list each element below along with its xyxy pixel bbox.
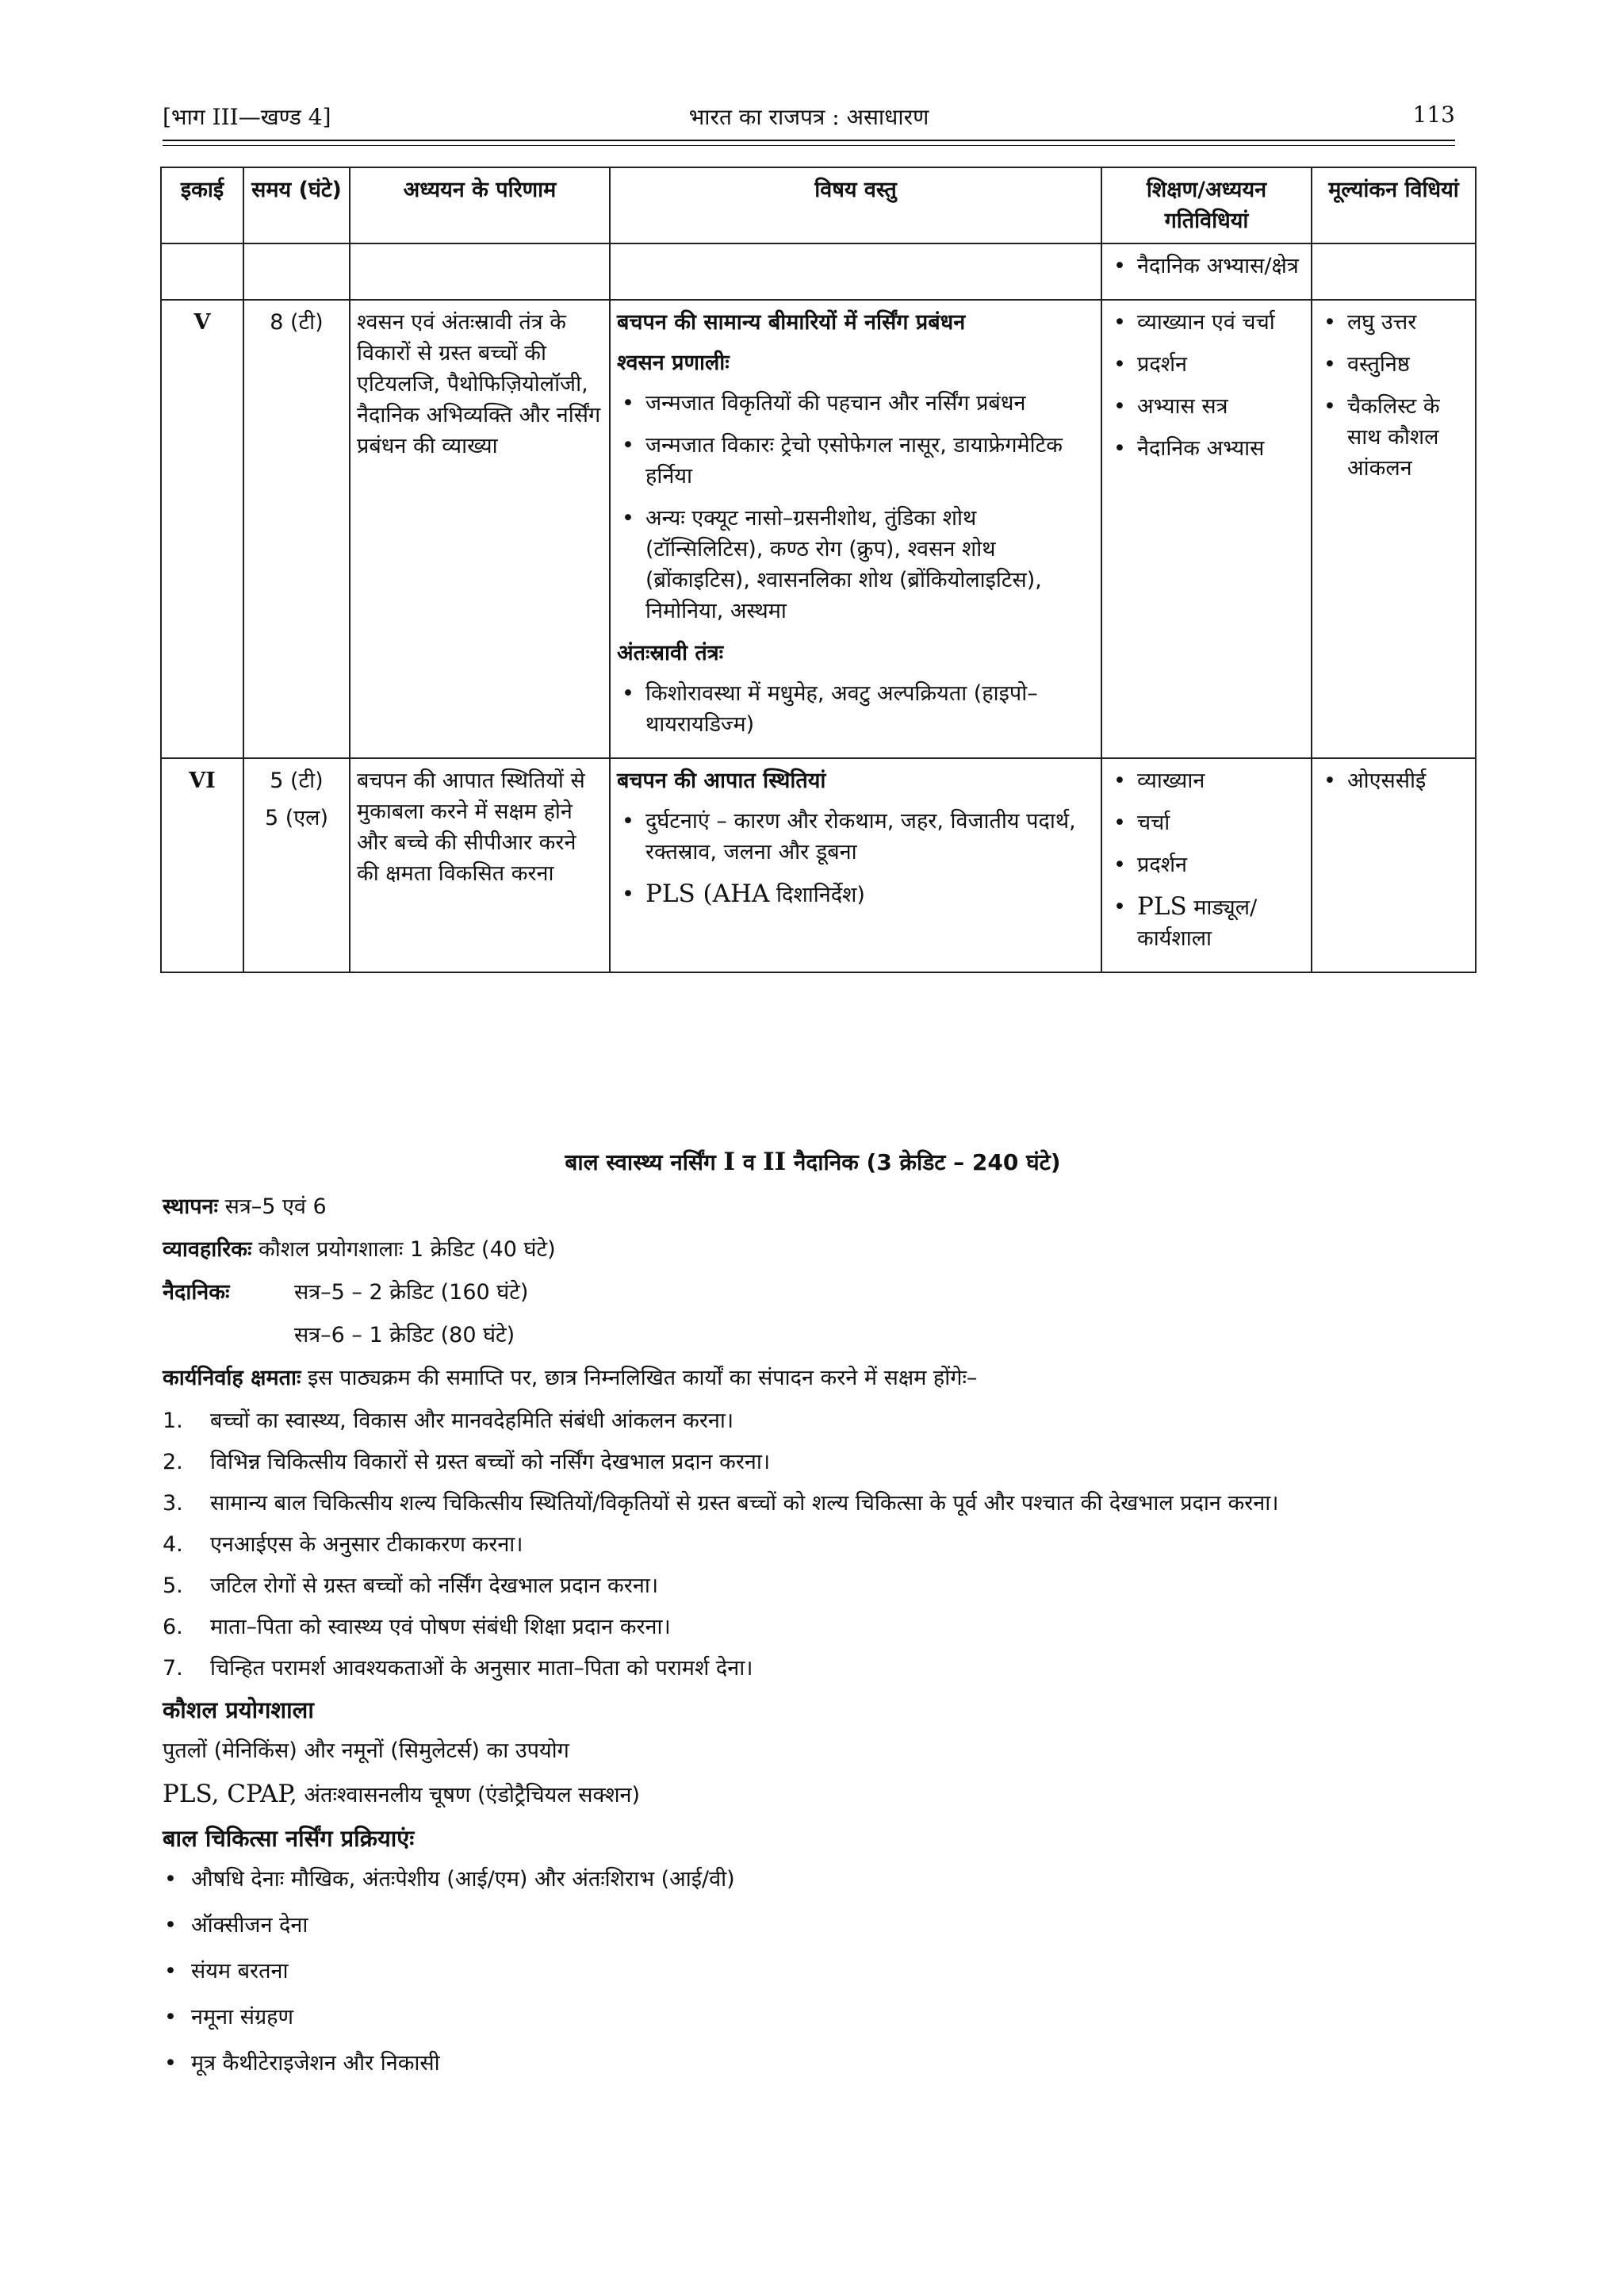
activity-item: • चर्चा [1109,807,1304,838]
clinical-semester-6: सत्र–6 – 1 क्रेडिट (80 घंटे) [294,1323,515,1347]
activity-item: • नैदानिक अभ्यास/क्षेत्र [1109,251,1304,282]
evaluation-item: • वस्तुनिष्ठ [1319,349,1469,380]
list-item: • मूत्र कैथीटेराइजेशन और निकासी [163,2048,1463,2079]
table-row-unit-6 [161,758,1476,972]
competency-line: कार्यनिर्वाह क्षमताः इस पाठ्यक्रम की समाप्ति पर, छात्र निम्नलिखित कार्यों का संपादन करने में सक्षम होंगेः– [163,1366,978,1390]
table-row-unit-5 [161,300,1476,758]
learning-outcome: श्वसन एवं अंतःस्रावी तंत्र के विकारों से ग्रस्त बच्चों की एटियलजि, पैथोफिज़ियोलॉजी, नैदानिक अभिव्यक्ति और नर्सिंग प्रबंधन की व्याख्या [350,300,610,758]
list-item: • संयम बरतना [163,1956,1463,1987]
header-rule-thick [163,140,1455,141]
content-item: • जन्मजात विकारः ट्रेचो एसोफेगल नासूर, डायाफ्रेगमेटिक हर्निया [617,430,1094,492]
activities-cell [1101,300,1312,758]
evaluation-item: • ओएससीई [1319,765,1469,796]
clinical-semester-5: सत्र–5 – 2 क्रेडिट (160 घंटे) [294,1280,529,1305]
col-activities: शिक्षण/अध्ययन गतिविधियां [1101,167,1312,243]
activity-item: • नैदानिक अभ्यास [1109,433,1304,464]
content-subtitle: श्वसन प्रणालीः [617,351,730,375]
skill-lab-heading: कौशल प्रयोगशाला [163,1696,314,1723]
unit-number: V [161,300,243,758]
header-part-section: [भाग III—खण्ड 4] [163,104,331,130]
evaluation-cell [1312,300,1476,758]
evaluation-cell [1312,758,1476,972]
list-item: 3. सामान्य बाल चिकित्सीय शल्य चिकित्सीय स्थितियों/विकृतियों से ग्रस्त बच्चों को शल्य चिकित्सा के पूर्व और पश्चात की देखभाल प्रदान करना। [163,1491,1279,1516]
pls-latin: PLS (AHA [645,880,770,908]
content-item: • अन्यः एक्यूट नासो–ग्रसनीशोथ, तुंडिका शोथ (टॉन्सिलिटिस), कण्ठ रोग (क्रुप), श्वसन शोथ (ब्रोंकाइटिस), श्वासनलिका शोथ (ब्रोंकियोलाइटिस), निमोनिया, अस्थमा [617,503,1094,627]
competency-list [163,1405,1463,1685]
activity-item [1109,891,1304,954]
time-theory: 5 (टी) [270,769,324,793]
section-title: बाल स्वास्थ्य नर्सिंग I व II नैदानिक (3 क्रेडिट – 240 घंटे) [565,1148,1061,1176]
learning-outcome: बचपन की आपात स्थितियों से मुकाबला करने में सक्षम होने और बच्चे की सीपीआर करने की क्षमता विकसित करना [350,758,610,972]
content-cell [610,300,1101,758]
list-item: 1. बच्चों का स्वास्थ्य, विकास और मानवदेहमिति संबंधी आंकलन करना। [163,1409,734,1433]
header-gazette-title: भारत का राजपत्र : असाधारण [688,104,929,130]
placement-line: स्थापनः सत्र–5 एवं 6 [163,1194,327,1219]
list-item: 4. एनआईएस के अनुसार टीकाकरण करना। [163,1532,523,1557]
activities-cell [1101,758,1312,972]
col-unit: इकाई [161,167,243,243]
table-row-continued [161,243,1476,300]
pls-rest: दिशानिर्देश) [769,883,865,907]
list-item: 6. माता–पिता को स्वास्थ्य एवं पोषण संबंधी शिक्षा प्रदान करना। [163,1615,671,1639]
activity-item: • व्याख्यान [1109,765,1304,796]
unit-time: 8 (टी) [243,300,350,758]
header-page-number: 113 [1412,102,1455,128]
content-item: • जन्मजात विकृतियों की पहचान और नर्सिंग प्रबंधन [617,388,1094,419]
col-outcome: अध्ययन के परिणाम [350,167,610,243]
syllabus-table [160,167,1477,973]
time-lab: 5 (एल) [264,806,329,830]
content-item [617,879,1094,910]
list-item: • नमूना संग्रहण [163,2002,1463,2033]
list-item: • औषधि देनाः मौखिक, अंतःपेशीय (आई/एम) और अंतःशिराभ (आई/वी) [163,1864,1463,1895]
activity-item: • अभ्यास सत्र [1109,391,1304,422]
procedures-list [163,1864,1463,2079]
evaluation-item: • लघु उत्तर [1319,307,1469,338]
col-content: विषय वस्तु [610,167,1101,243]
activity-item: • प्रदर्शन [1109,849,1304,880]
list-item: 5. जटिल रोगों से ग्रस्त बच्चों को नर्सिंग देखभाल प्रदान करना। [163,1573,659,1598]
col-evaluation: मूल्यांकन विधियां [1312,167,1476,243]
list-item: 7. चिन्हित परामर्श आवश्यकताओं के अनुसार माता–पिता को परामर्श देना। [163,1656,753,1681]
list-item: • ऑक्सीजन देना [163,1910,1463,1941]
activity-item: • प्रदर्शन [1109,349,1304,380]
unit-time [243,758,350,972]
content-title: बचपन की आपात स्थितियां [617,769,826,793]
activity-item: • व्याख्यान एवं चर्चा [1109,307,1304,338]
procedures-heading: बाल चिकित्सा नर्सिंग प्रक्रियाएंः [163,1825,415,1852]
unit-number: VI [161,758,243,972]
skill-lab-line: पुतलों (मेनिकिंस) और नमूनों (सिमुलेटर्स) का उपयोग [163,1738,569,1763]
practical-line: व्यावहारिकः कौशल प्रयोगशालाः 1 क्रेडिट (40 घंटे) [163,1237,556,1262]
content-subtitle: अंतःस्रावी तंत्रः [617,641,724,665]
content-title: बचपन की सामान्य बीमारियों में नर्सिंग प्रबंधन [617,310,966,335]
clinical-section [163,1146,1463,2094]
col-time: समय (घंटे) [243,167,350,243]
content-item: • दुर्घटनाएं – कारण और रोकथाम, जहर, विजातीय पदार्थ, रक्तस्राव, जलना और डूबना [617,806,1094,868]
pls-module: माड्यूल/ कार्यशाला [1137,895,1258,951]
pls-latin: PLS [1137,892,1187,921]
clinical-line: नैदानिकः सत्र–5 – 2 क्रेडिट (160 घंटे) [163,1277,1463,1309]
content-cell [610,758,1101,972]
page-header [163,102,1455,141]
list-item: 2. विभिन्न चिकित्सीय विकारों से ग्रस्त बच्चों को नर्सिंग देखभाल प्रदान करना। [163,1450,771,1474]
skill-lab-procedures-line: PLS, CPAP, अंतःश्वासनलीय चूषण (एंडोट्रैचियल सक्शन) [163,1780,641,1808]
content-item: • किशोरावस्था में मधुमेह, अवटु अल्पक्रियता (हाइपो–थायरायडिज्म) [617,678,1094,740]
evaluation-item: • चैकलिस्ट के साथ कौशल आंकलन [1319,391,1469,484]
table-header-row [161,167,1476,243]
header-rule-thin [163,145,1455,146]
